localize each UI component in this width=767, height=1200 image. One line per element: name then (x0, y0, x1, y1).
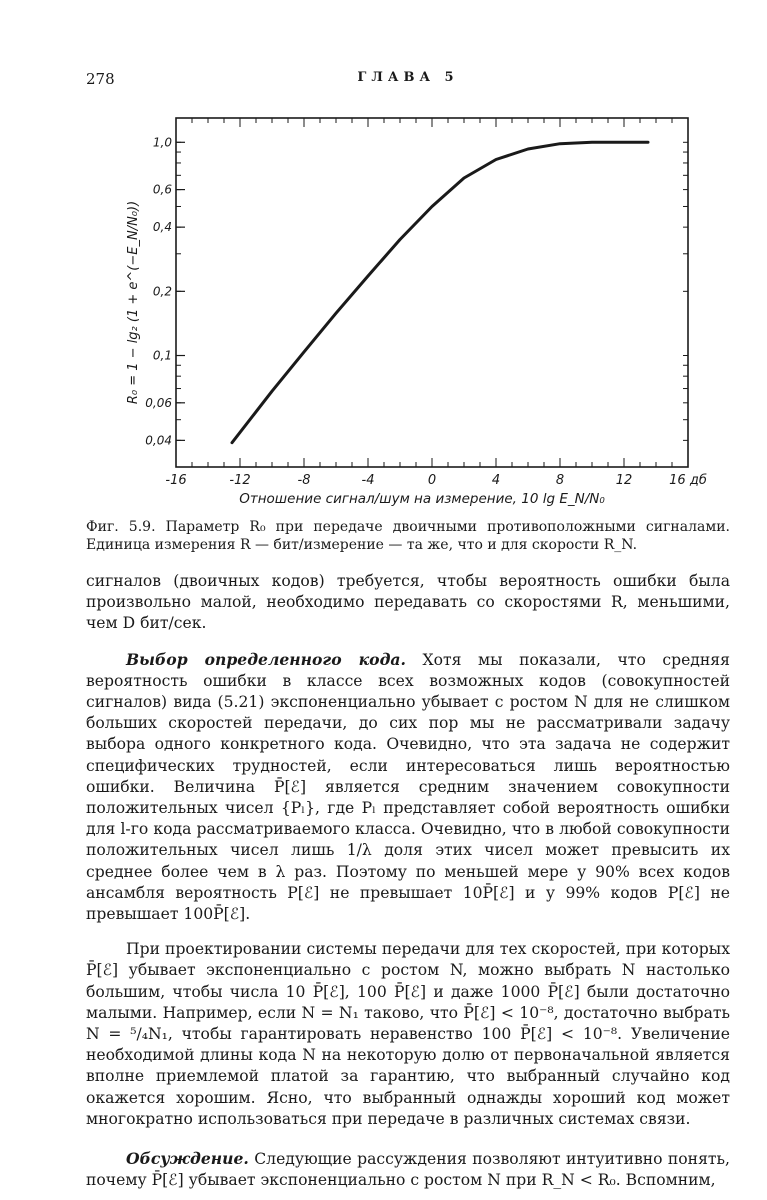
x-tick-label: -16 (165, 473, 187, 488)
caption-label: Фиг. 5.9. (86, 519, 156, 535)
y-tick-label: 0,06 (145, 395, 172, 410)
y-tick-label: 1,0 (152, 135, 172, 150)
x-axis-label: Отношение сигнал/шум на измерение, 10 lg E_N/N₀ (239, 491, 605, 507)
x-tick-label: -8 (297, 473, 311, 488)
y-tick-label: 0,2 (152, 284, 172, 299)
section-lead-discussion: Обсуждение. (126, 1149, 249, 1169)
paragraph-4-text: Следующие рассуждения позволяют интуитивно понять, почему P̄[ℰ] убывает экспоненциально с ростом N при R_N < R₀. Вспомним, (86, 1150, 730, 1190)
section-lead-code-choice: Выбор определенного кода. (126, 649, 406, 669)
y-tick-label: 0,4 (152, 220, 172, 235)
figure-caption (86, 518, 730, 554)
paragraph-2-text: Хотя мы показали, что средняя вероятность ошибки в классе всех возможных кодов (совокупностей сигналов) вида (5.21) экспоненциально убывает с ростом N для не слишком больших скоростей передачи, до сих пор мы не рассматривали задачу выбора одного конкретного кода. Очевидно, что эта задача не содержит специфических трудностей, если интересоваться лишь вероятностью ошибки. Величина P̄[ℰ] является средним значением совокупности положительных чисел {Pₗ}, где Pₗ представляет собой вероятность ошибки для l-го кода рассматриваемого класса. Очевидно, что в любой совокупности положительных чисел лишь 1/λ доля этих чисел может превысить их среднее более чем в λ раз. Поэтому по меньшей мере у 90% всех кодов ансамбля вероятность P[ℰ] не превышает 10P̄[ℰ] и у 99% кодов P[ℰ] не превышает 100P̄[ℰ]. (86, 650, 730, 924)
series-line-r0 (232, 142, 648, 442)
x-tick-label: 12 (615, 473, 633, 488)
x-tick-label: 8 (555, 473, 565, 488)
x-tick-label: 16 дб (669, 473, 707, 488)
chapter-title: ГЛАВА 5 (357, 70, 459, 85)
y-tick-label: 0,04 (145, 433, 172, 448)
caption-text: Параметр R₀ при передаче двоичными противоположными сигналами. Единица измерения R — бит/измерение — та же, что и для скорости R_N. (86, 519, 731, 553)
x-tick-label: -4 (361, 473, 375, 488)
y-tick-label: 0,1 (152, 348, 172, 363)
y-axis-label: R₀ = 1 − lg₂ (1 + e^(−E_N/N₀)) (126, 200, 141, 405)
paragraph-1: сигналов (двоичных кодов) требуется, чтобы вероятность ошибки была произвольно малой, необходимо передавать со скоростями R, меньшими, чем D бит/сек. (86, 572, 730, 633)
x-tick-label: 0 (427, 473, 437, 488)
r0-vs-snr-chart (0, 0, 767, 515)
page-number: 278 (86, 70, 115, 88)
y-tick-label: 0,6 (152, 182, 172, 197)
paragraph-3: При проектировании системы передачи для тех скоростей, при которых P̄[ℰ] убывает экспоненциально с ростом N, можно выбрать N настолько большим, чтобы числа 10 P̄[ℰ], 100 P̄[ℰ] и даже 1000 P̄[ℰ] были достаточно малыми. Например, если N = N₁ таково, что P̄[ℰ] < 10⁻⁸, достаточно выбрать N = ⁵/₄N₁, чтобы гарантировать неравенство 100 P̄[ℰ] < 10⁻⁸. Увеличение необходимой длины кода N на некоторую долю от первоначальной является вполне приемлемой платой за гарантию, что выбранный случайно код окажется хорошим. Ясно, что выбранный однажды хороший код может многократно использоваться при передаче в различных системах связи. (86, 940, 730, 1128)
x-tick-label: 4 (491, 473, 501, 488)
paragraph-4 (86, 1148, 730, 1191)
body-text (86, 571, 730, 1191)
x-tick-label: -12 (229, 473, 251, 488)
paragraph-2 (86, 649, 730, 926)
